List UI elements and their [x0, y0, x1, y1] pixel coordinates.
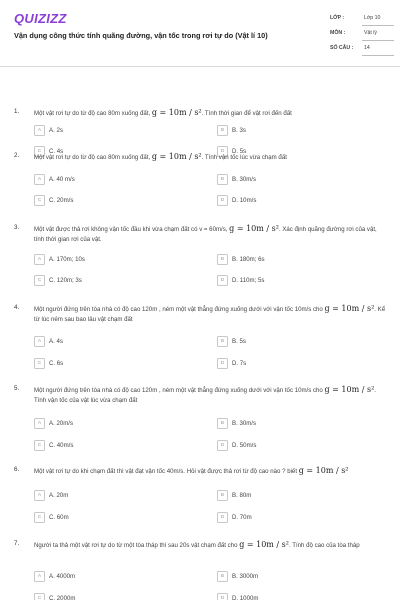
option-text: D. 5s: [232, 147, 247, 155]
meta-value: Vật lý: [364, 30, 377, 36]
question-text: [34, 466, 386, 477]
meta-label: SỐ CÂU :: [330, 45, 354, 51]
option-text: B. 30m/s: [232, 419, 257, 427]
question-number: 5.: [14, 385, 20, 392]
gravity-formula: g = 10m / s²: [151, 152, 202, 161]
meta-underline: [362, 25, 394, 26]
option-letter-box: A: [34, 254, 45, 265]
worksheet-header: [0, 0, 400, 66]
header-divider: [0, 66, 400, 67]
question-text-pre: Một người đứng trên tòa nhà có độ cao 120m , ném một vật thẳng đứng xuống dưới với vận tốc 10m/s cho: [34, 387, 323, 394]
option-letter-box: C: [34, 593, 45, 600]
gravity-formula: g = 10m / s²: [298, 466, 349, 475]
gravity-formula: g = 10m / s²: [229, 224, 279, 233]
option-letter-box: D: [217, 146, 228, 157]
meta-row-subject: [330, 27, 394, 42]
question-text-pre: Một vật rơi tự do từ độ cao 80m xuống đất,: [34, 154, 151, 161]
option-text: A. 4s: [49, 337, 63, 345]
option-text: A. 20m/s: [49, 419, 74, 427]
question-number: 6.: [14, 466, 20, 473]
option-text: C. 40m/s: [49, 441, 74, 449]
option-text: B. 80m: [232, 491, 252, 499]
option-text: B. 3000m: [232, 572, 259, 580]
question-text-pre: Một người đứng trên tòa nhà có độ cao 120m , ném một vật thẳng đứng xuống dưới với vận tốc 10m/s cho: [34, 306, 323, 313]
quizizz-logo: QUIZIZZ: [14, 11, 67, 26]
option-letter-box: A: [34, 174, 45, 185]
question-text-pre: Một vật rơi tự do từ độ cao 80m xuống đất,: [34, 110, 151, 117]
option-text: B. 3s: [232, 126, 246, 134]
meta-row-count: [330, 42, 394, 57]
gravity-formula: g = 10m / s²: [151, 108, 202, 117]
option-text: B. 30m/s: [232, 175, 257, 183]
question-number: 7.: [14, 540, 20, 547]
option-letter-box: A: [34, 418, 45, 429]
option-letter-box: A: [34, 336, 45, 347]
option-letter-box: B: [217, 125, 228, 136]
option-text: A. 170m; 10s: [49, 255, 85, 263]
meta-underline: [362, 40, 394, 41]
option-letter-box: C: [34, 512, 45, 523]
option-letter-box: C: [34, 358, 45, 369]
question-text-pre: Một vật rơi tự do khi chạm đất thì vật đạt vận tốc 40m/s. Hỏi vật được thả rơi từ độ cao nào ? biết: [34, 468, 298, 475]
question-text-post: . Xác định quãng đường rơi của vật, tính thời gian rơi của vật.: [34, 226, 377, 243]
option-letter-box: D: [217, 440, 228, 451]
option-letter-box: B: [217, 490, 228, 501]
option-text: B. 5s: [232, 337, 246, 345]
option-letter-box: B: [217, 254, 228, 265]
option-text: C. 2000m: [49, 594, 76, 600]
option-text: B. 180m; 6s: [232, 255, 265, 263]
question-number: 4.: [14, 304, 20, 311]
option-letter-box: C: [34, 195, 45, 206]
question-text-post: . Kể từ lúc ném sau bao lâu vật chạm đất: [34, 306, 386, 323]
question-text: [34, 152, 386, 163]
question-text-post: . Tính vận tốc lúc vừa chạm đất: [201, 154, 287, 161]
option-letter-box: C: [34, 275, 45, 286]
gravity-formula: g = 10m / s²: [239, 540, 289, 549]
question-text-pre: Một vật được thả rơi không vận tốc đầu khi vừa chạm đất có v = 60m/s,: [34, 226, 228, 233]
option-text: A. 4000m: [49, 572, 76, 580]
worksheet-title: Vận dụng công thức tính quãng đường, vận tốc trong rơi tự do (Vật lí 10): [14, 31, 268, 40]
option-letter-box: B: [217, 418, 228, 429]
option-letter-box: D: [217, 593, 228, 600]
option-letter-box: C: [34, 146, 45, 157]
option-letter-box: A: [34, 490, 45, 501]
question-number: 1.: [14, 108, 20, 115]
question-text: [34, 540, 386, 551]
question-number: 3.: [14, 224, 20, 231]
meta-label: MÔN :: [330, 30, 346, 36]
option-text: C. 60m: [49, 513, 69, 521]
meta-row-class: [330, 12, 394, 27]
worksheet-meta: [330, 12, 394, 57]
option-letter-box: D: [217, 358, 228, 369]
option-text: D. 10m/s: [232, 196, 257, 204]
option-letter-box: D: [217, 512, 228, 523]
option-text: C. 6s: [49, 359, 64, 367]
question-text: [34, 385, 386, 406]
meta-label: LỚP :: [330, 15, 345, 21]
meta-value: Lớp 10: [364, 15, 381, 21]
option-text: D. 1000m: [232, 594, 259, 600]
gravity-formula: g = 10m / s²: [324, 304, 375, 313]
option-letter-box: D: [217, 275, 228, 286]
option-letter-box: A: [34, 125, 45, 136]
question-number: 2.: [14, 152, 20, 159]
question-text-post: . Tính thời gian để vật rơi đến đất: [201, 110, 292, 117]
gravity-formula: g = 10m / s²: [324, 385, 375, 394]
meta-underline: [362, 55, 394, 56]
option-text: D. 7s: [232, 359, 247, 367]
option-text: D. 110m; 5s: [232, 276, 265, 284]
option-text: D. 70m: [232, 513, 252, 521]
question-text-post: . Tính vận tốc của vật lúc vừa chạm đất: [34, 387, 376, 404]
option-letter-box: B: [217, 336, 228, 347]
option-text: C. 120m; 3s: [49, 276, 82, 284]
option-letter-box: B: [217, 571, 228, 582]
option-text: A. 2s: [49, 126, 63, 134]
option-text: C. 4s: [49, 147, 64, 155]
option-text: A. 40 m/s: [49, 175, 75, 183]
option-text: A. 20m: [49, 491, 69, 499]
option-letter-box: C: [34, 440, 45, 451]
option-text: C. 20m/s: [49, 196, 74, 204]
option-letter-box: A: [34, 571, 45, 582]
option-letter-box: D: [217, 195, 228, 206]
meta-value: 14: [364, 45, 370, 51]
question-text-post: . Tính độ cao của tòa tháp: [288, 542, 360, 549]
question-text-pre: Người ta thả một vật rơi tự do từ một tòa tháp thì sau 20s vật chạm đất cho: [34, 542, 238, 549]
question-text: [34, 108, 386, 119]
question-text: [34, 224, 386, 245]
option-letter-box: B: [217, 174, 228, 185]
option-text: D. 50m/s: [232, 441, 257, 449]
question-text: [34, 304, 386, 325]
